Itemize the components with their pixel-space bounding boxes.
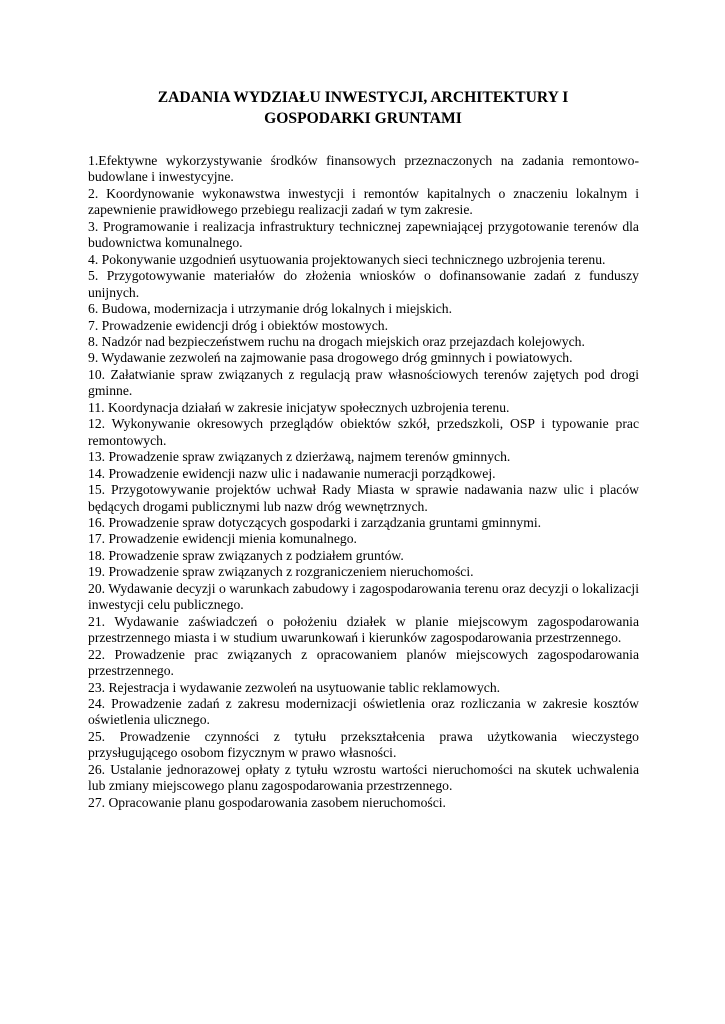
task-item: 4. Pokonywanie uzgodnień usytuowania projektowanych sieci technicznego uzbrojenia terenu. xyxy=(88,251,606,267)
task-item: 24. Prowadzenie zadań z zakresu modernizacji oświetlenia oraz rozliczania w zakresie kosztów oświetlenia ulicznego. xyxy=(88,695,639,728)
task-item: 2. Koordynowanie wykonawstwa inwestycji i remontów kapitalnych o znaczeniu lokalnym i zapewnienie prawidłowego przebiegu realizacji zadań w tym zakresie. xyxy=(88,185,639,218)
task-item: 18. Prowadzenie spraw związanych z podziałem gruntów. xyxy=(88,547,404,563)
task-item: 17. Prowadzenie ewidencji mienia komunalnego. xyxy=(88,531,357,547)
task-item: 9. Wydawanie zezwoleń na zajmowanie pasa drogowego dróg gminnych i powiatowych. xyxy=(88,350,573,366)
task-item: 15. Przygotowywanie projektów uchwał Rady Miasta w sprawie nadawania nazw ulic i placów będących drogami publicznymi lub nazw dróg wewnętrznych. xyxy=(88,482,639,514)
task-item: 6. Budowa, modernizacja i utrzymanie dróg lokalnych i miejskich. xyxy=(88,301,453,317)
task-item: 25. Prowadzenie czynności z tytułu przekształcenia prawa użytkowania wieczystego przysługującego osobom fizycznym w prawo własności. xyxy=(88,728,639,761)
page-title xyxy=(88,87,638,129)
title-line-2: GOSPODARKI GRUNTAMI xyxy=(264,110,462,127)
task-item: 12. Wykonywanie okresowych przeglądów obiektów szkół, przedszkoli, OSP i typowanie prac remontowych. xyxy=(88,416,639,448)
task-item: 5. Przygotowywanie materiałów do złożenia wniosków o dofinansowanie zadań z funduszy unijnych. xyxy=(88,268,639,300)
task-item: 10. Załatwianie spraw związanych z regulacją praw własnościowych terenów zajętych pod drogi gminne. xyxy=(88,366,639,399)
task-item: 3. Programowanie i realizacja infrastruktury technicznej zapewniającej przygotowanie terenów dla budownictwa komunalnego. xyxy=(88,218,639,251)
task-list xyxy=(88,153,639,811)
task-item: 8. Nadzór nad bezpieczeństwem ruchu na drogach miejskich oraz przejazdach kolejowych. xyxy=(88,333,585,349)
task-item: 22. Prowadzenie prac związanych z opracowaniem planów miejscowych zagospodarowania przestrzennego. xyxy=(88,646,639,679)
task-item: 20. Wydawanie decyzji o warunkach zabudowy i zagospodarowania terenu oraz decyzji o lokalizacji inwestycji celu publicznego. xyxy=(88,580,639,613)
task-item: 16. Prowadzenie spraw dotyczących gospodarki i zarządzania gruntami gminnymi. xyxy=(88,514,542,530)
task-item: 13. Prowadzenie spraw związanych z dzierżawą, najmem terenów gminnych. xyxy=(88,449,511,465)
task-item: 21. Wydawanie zaświadczeń o położeniu działek w planie miejscowym zagospodarowania przestrzennego miasta i w studium uwarunkowań i kierunków zagospodarowania przestrzennego. xyxy=(88,613,639,646)
task-item: 26. Ustalanie jednorazowej opłaty z tytułu wzrostu wartości nieruchomości na skutek uchwalenia lub zmiany miejscowego planu zagospodarowania przestrzennego. xyxy=(88,761,639,794)
task-item: 7. Prowadzenie ewidencji dróg i obiektów mostowych. xyxy=(88,317,389,333)
task-item: 19. Prowadzenie spraw związanych z rozgraniczeniem nieruchomości. xyxy=(88,564,474,580)
title-line-1: ZADANIA WYDZIAŁU INWESTYCJI, ARCHITEKTURY I xyxy=(157,89,569,106)
task-item: 27. Opracowanie planu gospodarowania zasobem nieruchomości. xyxy=(88,794,446,810)
task-item: 14. Prowadzenie ewidencji nazw ulic i nadawanie numeracji porządkowej. xyxy=(88,465,496,481)
task-item: 23. Rejestracja i wydawanie zezwoleń na usytuowanie tablic reklamowych. xyxy=(88,679,501,695)
task-item: 1.Efektywne wykorzystywanie środków finansowych przeznaczonych na zadania remontowo-budowlane i inwestycyjne. xyxy=(88,153,639,185)
task-item: 11. Koordynacja działań w zakresie inicjatyw społecznych uzbrojenia terenu. xyxy=(88,399,510,415)
